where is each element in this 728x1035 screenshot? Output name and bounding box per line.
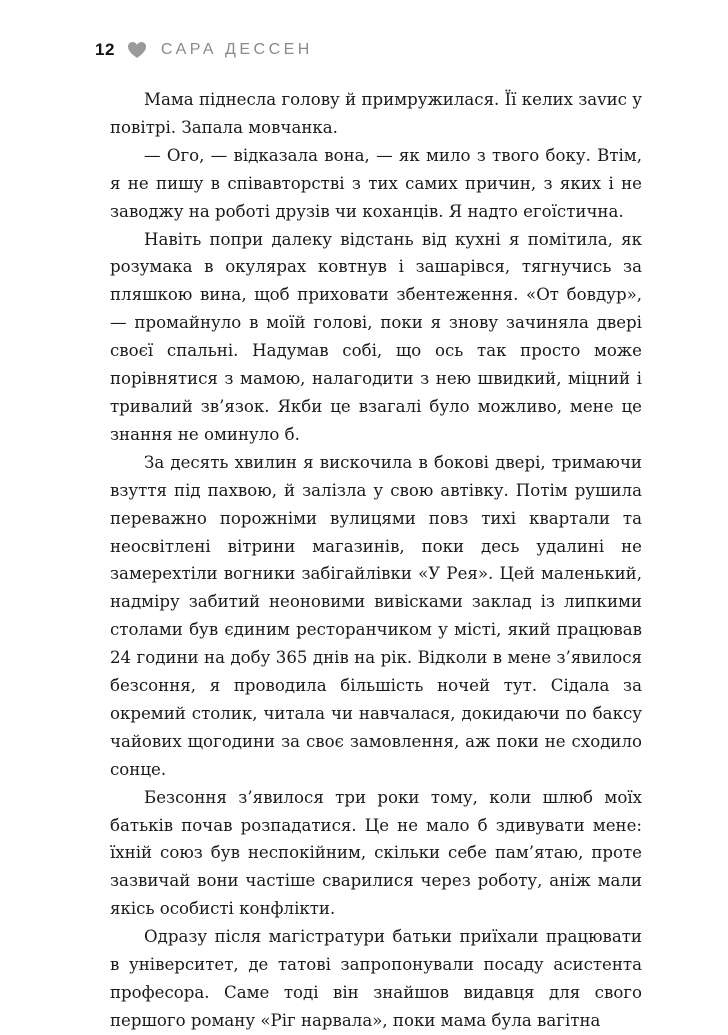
author-name: САРА ДЕССЕН	[160, 41, 313, 58]
paragraph: За десять хвилин я вискочила в бокові двері, тримаючи взуття під пахвою, й залізла у свою автівку. Потім рушила переважно порожніми вулицями повз тихі квартали та неосвітлені вітрини магазинів, поки десь удалині не замерехтіли вогники забігайлівки «У Рея». Цей маленький, надміру забитий неоновими вивісками заклад із липкими столами був єдиним ресторанчиком у місті, який працював 24 години на добу 365 днів на рік. Відколи в мене з’явилося безсоння, я проводила більшість ночей тут. Сідала за окремий столик, читала чи навчалася, докидаючи по баксу чайових щогодини за своє замовлення, аж поки не сходило сонце.	[110, 452, 642, 779]
page-number: 12	[95, 40, 115, 59]
paragraph: Навіть попри далеку відстань від кухні я помітила, як розумака в окулярах ковтнув і зашарівся, тягнучись за пляшкою вина, щоб приховати збентеження. «От бовдур», — промайнуло в моїй голові, поки я знову зачиняла двері своєї спальні. Надумав собі, що ось так просто може порівнятися з мамою, налагодити з нею швидкий, міцний і тривалий зв’язок. Якби це взагалі було можливо, мене це знання не оминуло б.	[110, 229, 642, 444]
paragraph: — Ого, — відказала вона, — як мило з твого боку. Втім, я не пишу в співавторстві з тих самих причин, з яких і не заводжу на роботі друзів чи коханців. Я надто егоїстична.	[110, 145, 642, 221]
running-head	[95, 36, 313, 64]
paragraph: Мама піднесла голову й примружилася. Її келих заvис у повітрі. Запала мовчанка.	[110, 90, 642, 137]
paragraph: Одразу після магістратури батьки приїхали працювати в університет, де татові запропонували посаду асистента професора. Саме тоді він знайшов видавця для свого першого роману «Ріг нарвала», поки мама була вагітна	[110, 927, 642, 1030]
body-text	[110, 86, 642, 1035]
heart-icon	[127, 41, 147, 59]
paragraph: Безсоння з’явилося три роки тому, коли шлюб моїх батьків почав розпадатися. Це не мало б здивувати мене: їхній союз був неспокійним, скільки себе пам’ятаю, проте зазвичай вони частіше сварилися через роботу, аніж мали якісь особисті конфлікти.	[110, 787, 642, 919]
